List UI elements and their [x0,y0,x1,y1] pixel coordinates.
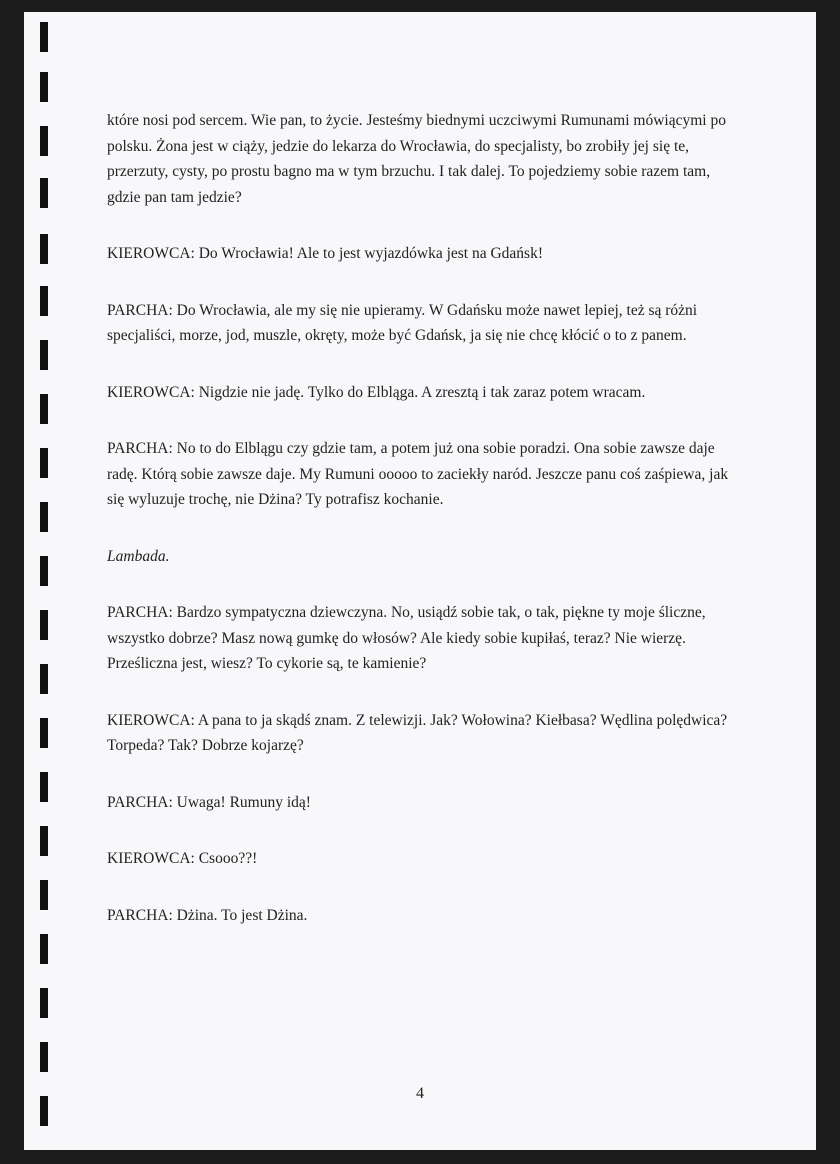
binding-hole-mark [40,448,48,478]
stage-direction: Lambada. [107,547,170,565]
binding-hole-mark [40,556,48,586]
binding-hole-mark [40,826,48,856]
dialogue-paragraph: PARCHA: Do Wrocławia, ale my się nie upieramy. W Gdańsku może nawet lepiej, też są różni specjaliści, morze, jod, muszle, okręty, może być Gdańsk, ja się nie chcę kłócić o to z panem. [107,301,698,344]
dialogue-paragraph: KIEROWCA: Csooo??! [107,850,258,867]
dialogue-paragraph: KIEROWCA: Nigdzie nie jadę. Tylko do Elbląga. A zresztą i tak zaraz potem wracam. [107,383,646,401]
dialogue-paragraph: PARCHA: No to do Elblągu czy gdzie tam, a potem już ona sobie poradzi. Ona sobie zawsze daje radę. Którą sobie zawsze daje. My Rumuni ooooo to zaciekły naród. Jeszcze panu coś zaśpiewa, jak się wyluzuje trochę, nie Dżina? Ty potrafisz kochanie. [107,440,729,508]
binding-hole-mark [40,126,48,156]
binding-hole-mark [40,340,48,370]
binding-marks [0,0,60,1164]
script-text [107,108,747,959]
binding-hole-mark [40,22,48,52]
dialogue-paragraph: PARCHA: Bardzo sympatyczna dziewczyna. No, usiądź sobie tak, o tak, piękne ty moje śliczne, wszystko dobrze? Masz nową gumkę do włosów? Ale kiedy sobie kupiłaś, teraz? Nie wierzę. Prześliczna jest, wiesz? To cykorie są, te kamienie? [107,604,706,672]
binding-hole-mark [40,72,48,102]
binding-hole-mark [40,880,48,910]
binding-hole-mark [40,502,48,532]
binding-hole-mark [40,934,48,964]
binding-hole-mark [40,610,48,640]
binding-hole-mark [40,988,48,1018]
binding-hole-mark [40,664,48,694]
dialogue-paragraph: PARCHA: Uwaga! Rumuny idą! [107,793,311,811]
page-number: 4 [416,1085,424,1102]
binding-hole-mark [40,178,48,208]
binding-hole-mark [40,772,48,802]
binding-hole-mark [40,286,48,316]
dialogue-paragraph: PARCHA: Dżina. To jest Dżina. [107,906,308,924]
binding-hole-mark [40,394,48,424]
binding-hole-mark [40,234,48,264]
binding-hole-mark [40,1042,48,1072]
dialogue-paragraph: KIEROWCA: A pana to ja skądś znam. Z telewizji. Jak? Wołowina? Kiełbasa? Wędlina polędwica? Torpeda? Tak? Dobrze kojarzę? [107,711,728,754]
dialogue-paragraph: które nosi pod sercem. Wie pan, to życie. Jesteśmy biednymi uczciwymi Rumunami mówiącymi po polsku. Żona jest w ciąży, jedzie do lekarza do Wrocławia, do specjalisty, bo zrobiły jej się te, przerzuty, cysty, po prostu bagno ma w tym brzuchu. I tak dalej. To pojedziemy sobie razem tam, gdzie pan tam jedzie? [107,112,726,206]
dialogue-paragraph: KIEROWCA: Do Wrocławia! Ale to jest wyjazdówka jest na Gdańsk! [107,245,543,262]
binding-hole-mark [40,718,48,748]
